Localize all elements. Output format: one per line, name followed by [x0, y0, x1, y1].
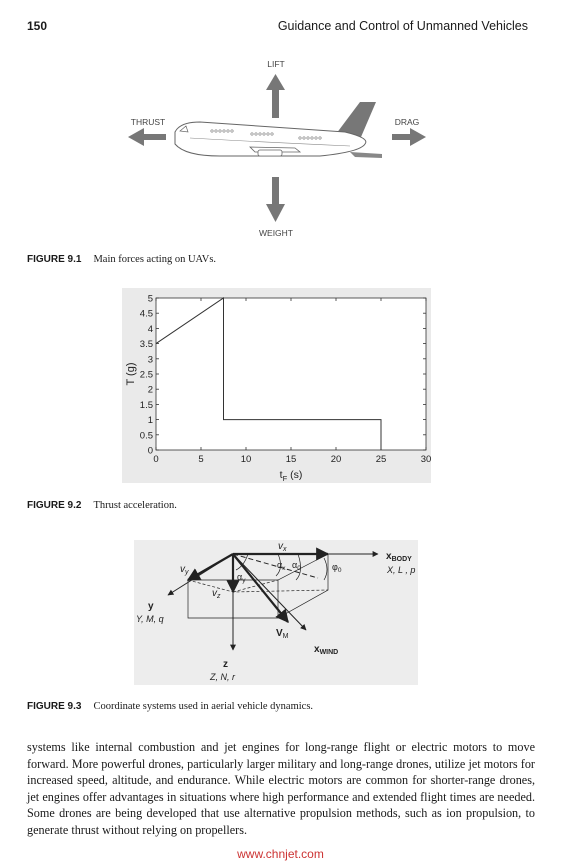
y-axis-label: T (g) — [125, 362, 137, 386]
vx-label: $v_x$ — [278, 541, 287, 553]
lift-arrow — [266, 74, 285, 118]
weight-arrow — [266, 177, 285, 222]
x-body-components: X, L , p — [387, 565, 416, 575]
y-tick-label: 1.5 — [139, 399, 153, 411]
x-tick-label: 10 — [240, 454, 252, 465]
figure-9-2-text: Thrust acceleration. — [93, 500, 177, 511]
x-tick-label: 15 — [285, 454, 297, 465]
z-axis-components: Z, N, r — [210, 672, 235, 682]
forces-figure — [120, 52, 440, 242]
lift-label: LIFT — [267, 59, 285, 69]
body-paragraph: systems like internal combustion and jet engines for long-range flight or electric motors to move forward. More powerful drones, particularly larger military and long-range drones, utilize jet motors for increased speed, altitude, and endurance. While electric motors are common for shorter-range drones, jet engines offer advantages in situations where high performance and extended flight times are needed. Some drones are being developed that use alternative propulsion methods, such as ion propulsion, to generate thrust without relying on propellers. — [27, 740, 535, 837]
x-tick-label: 30 — [420, 454, 432, 465]
x-body-label: $x_{BODY}$ — [386, 551, 412, 563]
vz-label: $v_z$ — [212, 588, 221, 600]
running-header-title: Guidance and Control of Unmanned Vehicles — [277, 19, 528, 33]
y-tick-label: 0.5 — [139, 430, 153, 442]
x-wind-label: $x_{WIND}$ — [314, 644, 339, 656]
y-tick-label: 2.5 — [139, 369, 153, 381]
figure-9-1-text: Main forces acting on UAVs. — [93, 254, 217, 265]
vm-label: $V_M$ — [276, 628, 289, 640]
diagram-background — [134, 540, 418, 685]
y-tick-label: 3 — [147, 354, 153, 366]
figure-9-3-caption — [27, 701, 313, 712]
x-tick-label: 20 — [330, 454, 342, 465]
alpha-y-label: $\alpha_y$ — [237, 572, 246, 584]
thrust-arrow — [128, 128, 166, 146]
alpha-x-label: $\alpha_x$ — [277, 560, 286, 572]
coordinate-systems-figure — [128, 540, 428, 690]
drag-label: DRAG — [394, 117, 420, 127]
thrust-label: THRUST — [130, 117, 166, 127]
y-axis-label: y — [148, 601, 154, 612]
y-tick-label: 1 — [147, 415, 153, 427]
figure-9-2-caption — [27, 500, 177, 511]
figure-9-2-label: FIGURE 9.2 — [27, 500, 82, 511]
y-tick-label: 2 — [147, 384, 153, 396]
weight-label: WEIGHT — [259, 228, 293, 238]
vy-label: $v_y$ — [180, 564, 189, 576]
x-tick-label: 25 — [375, 454, 387, 465]
y-tick-label: 4 — [147, 323, 153, 335]
plot-area — [156, 298, 426, 450]
figure-9-3-label: FIGURE 9.3 — [27, 701, 82, 712]
figure-9-3-text: Coordinate systems used in aerial vehicle dynamics. — [93, 701, 314, 712]
page-number: 150 — [27, 19, 48, 33]
z-axis-label: z — [223, 659, 228, 670]
thrust-chart — [110, 288, 435, 485]
y-tick-label: 3.5 — [139, 339, 153, 351]
x-tick-label: 0 — [153, 454, 159, 465]
phi-0-label: $\varphi_0$ — [332, 562, 342, 574]
drag-arrow — [392, 128, 426, 146]
y-axis-components: Y, M, q — [136, 614, 164, 624]
alpha-0-label: $\alpha_0$ — [292, 560, 301, 572]
x-tick-label: 5 — [198, 454, 204, 465]
footer-watermark: www.chnjet.com — [237, 847, 324, 861]
y-tick-label: 4.5 — [139, 308, 153, 320]
y-tick-label: 5 — [147, 293, 153, 305]
figure-9-1-caption — [27, 254, 216, 265]
y-tick-label: 0 — [147, 445, 153, 457]
x-axis-label: $t_F$ (s) — [279, 469, 303, 483]
figure-9-1-label: FIGURE 9.1 — [27, 254, 82, 265]
